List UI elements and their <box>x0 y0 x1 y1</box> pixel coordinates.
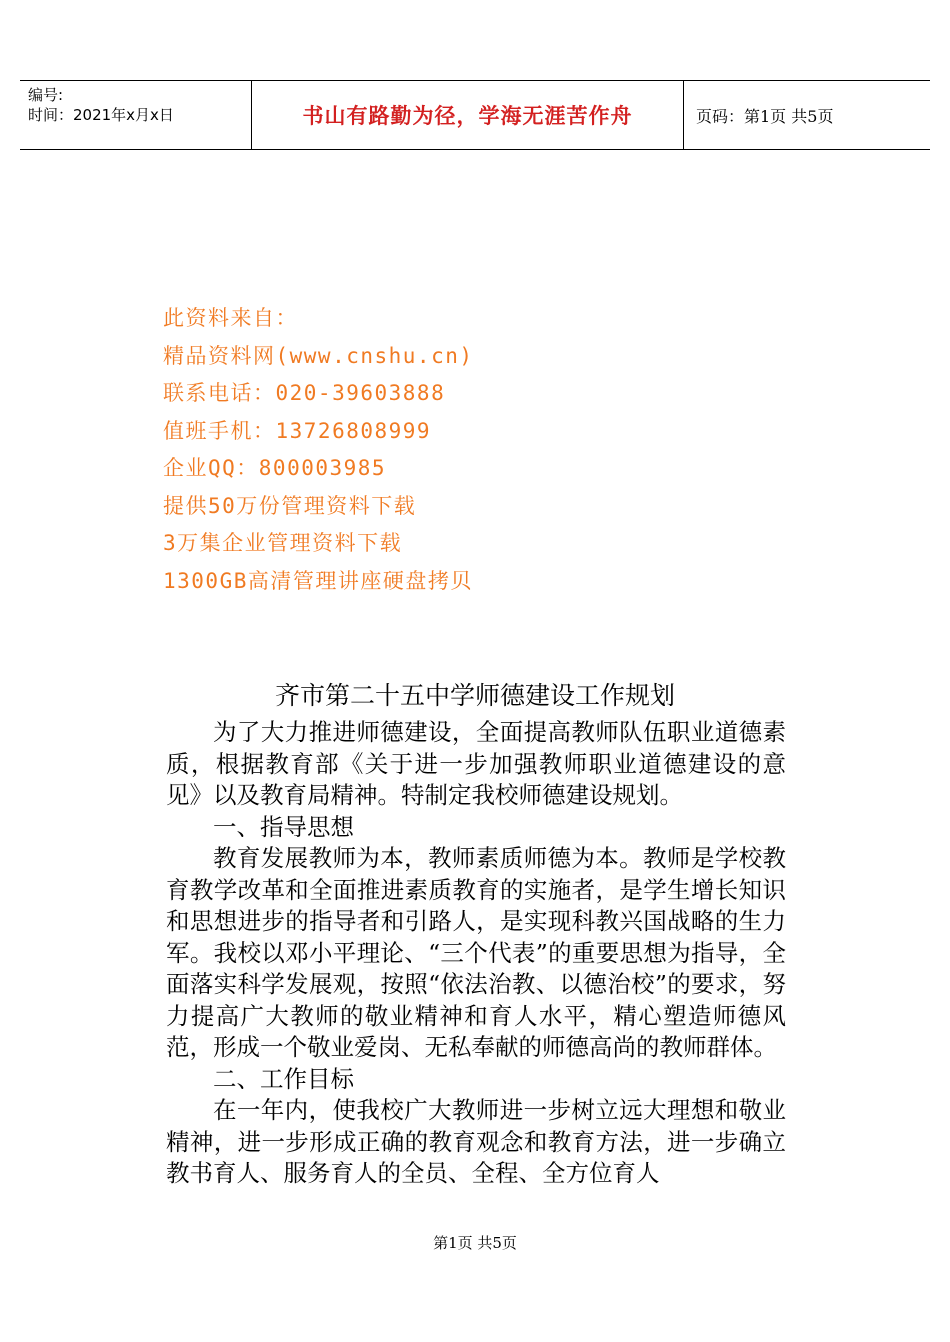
promo-line: 1300GB高清管理讲座硬盘拷贝 <box>163 568 473 593</box>
header-table <box>20 80 930 150</box>
page-footer: 第1页 共5页 <box>433 1234 517 1252</box>
promo-line: 企业QQ：800003985 <box>163 456 387 480</box>
document-title: 齐市第二十五中学师德建设工作规划 <box>274 681 675 710</box>
header-motto-cell <box>252 81 684 149</box>
time-label: 时间：2021年x月x日 <box>28 106 174 124</box>
promo-line: 3万集企业管理资料下载 <box>163 531 403 555</box>
promo-block <box>163 300 474 600</box>
section-heading-work-goals: 二、工作目标 <box>213 1064 354 1093</box>
promo-line: 此资料来自： <box>163 306 298 330</box>
number-label: 编号: <box>28 86 64 104</box>
header-meta-cell <box>20 81 252 149</box>
header-page-info: 页码：第1页 共5页 <box>696 106 834 126</box>
promo-line: 提供50万份管理资料下载 <box>163 493 417 518</box>
header-page-cell <box>684 81 930 149</box>
promo-line: 值班手机：13726808999 <box>163 418 432 443</box>
paragraph-intro: 为了大力推进师德建设，全面提高教师队伍职业道德素质，根据教育部《关于进一步加强教师职业道德建设的意见》以及教育局精神。特制定我校师德建设规划。 <box>166 718 786 809</box>
paragraph-work-goals: 在一年内，使我校广大教师进一步树立远大理想和敬业精神，进一步形成正确的教育观念和教育方法，进一步确立教书育人、服务育人的全员、全程、全方位育人 <box>166 1096 786 1187</box>
paragraph-guiding-ideology: 教育发展教师为本，教师素质师德为本。教师是学校教育教学改革和全面推进素质教育的实施者，是学生增长知识和思想进步的指导者和引路人，是实现科教兴国战略的生力军。我校以邓小平理论、“三个代表”的重要思想为指导，全面落实科学发展观，按照“依法治教、以德治校”的要求，努力提高广大教师的敬业精神和育人水平，精心塑造师德风范，形成一个敬业爱岗、无私奉献的师德高尚的教师群体。 <box>166 844 786 1061</box>
section-heading-guiding-ideology: 一、指导思想 <box>213 812 354 841</box>
promo-line: 联系电话：020-39603888 <box>163 381 446 405</box>
promo-line: 精品资料网(www.cnshu.cn) <box>163 343 474 368</box>
document-body <box>166 717 786 1190</box>
motto-text: 书山有路勤为径，学海无涯苦作舟 <box>302 104 633 128</box>
